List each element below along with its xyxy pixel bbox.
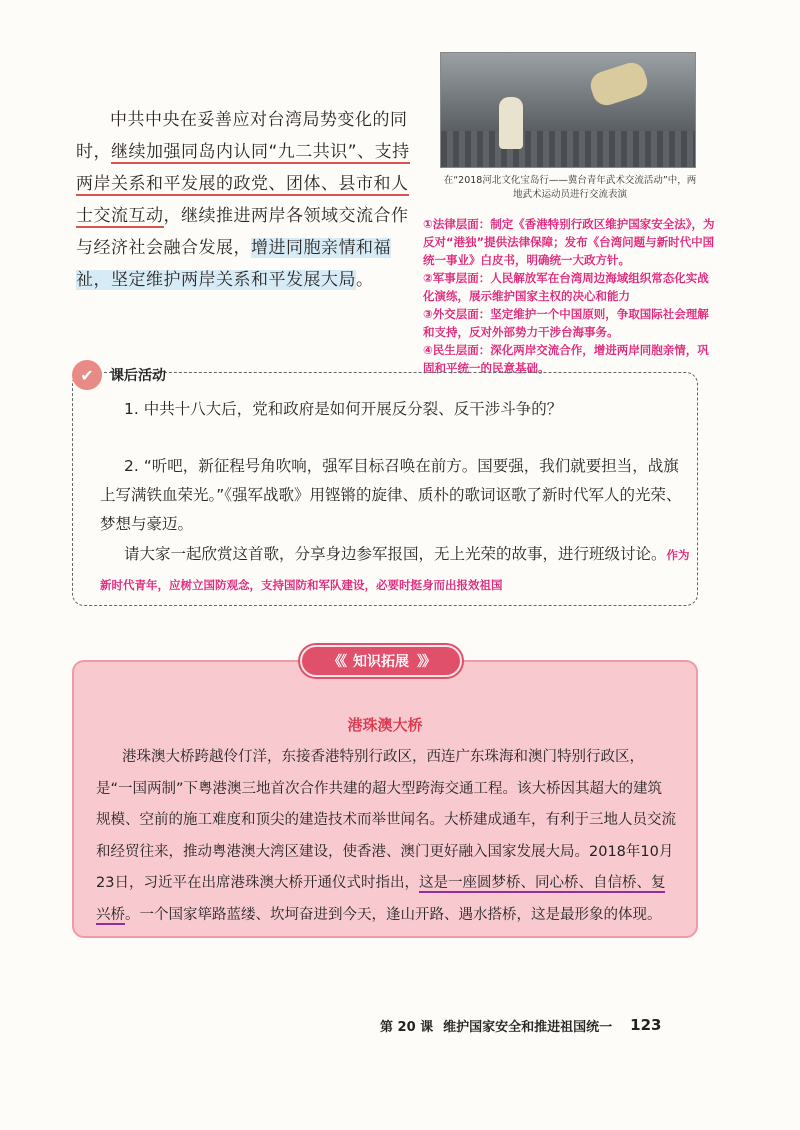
chevron-left-icon: 《《 xyxy=(328,654,345,670)
activity-question-2: 2. “听吧，新征程号角吹响，强军目标召唤在前方。国要强，我们就要担当，战旗上写满铁血荣光。”《强军战歌》用铿锵的旋律、质朴的歌词讴歌了新时代军人的光荣、梦想与豪迈。 xyxy=(100,457,682,533)
footer-lesson: 第 20 课 xyxy=(380,1020,434,1035)
photo-caption: 在“2018河北文化宝岛行——冀台青年武术交流活动”中，两地武术运动员进行交流表演 xyxy=(443,175,697,200)
handwritten-note xyxy=(423,215,715,377)
para-highlight: 增进同胞亲情和福祉，坚定维护两岸关系和平发展大局 xyxy=(76,238,391,290)
extension-text-2: 。一个国家筚路蓝缕、坎坷奋进到今天，逢山开路、遇水搭桥，这是最形象的体现。 xyxy=(125,906,662,923)
para-underline-2: 支持两岸关系和平发展的政党、团体、县市和人士交流互动 xyxy=(76,142,410,226)
page-footer xyxy=(380,1016,700,1035)
extension-text-1: 港珠澳大桥跨越伶仃洋，东接香港特别行政区，西连广东珠海和澳门特别行政区，是“一国两制”下粤港澳三地首次合作共建的超大型跨海交通工程。该大桥因其超大的建筑规模、空前的施工难度和顶尖的建造技术而举世闻名。大桥建成通车，有利于三地人员交流和经贸往来，推动粤港澳大湾区建设，使香港、澳门更好融入国家发展大局。2018年10月23日，习近平在出席港珠澳大桥开通仪式时指出， xyxy=(96,749,676,891)
activity-title: 课后活动 xyxy=(110,368,166,384)
note-line-4: ④民生层面：深化两岸交流合作，增进两岸同胞亲情，巩固和平统一的民意基础。 xyxy=(423,343,709,375)
check-icon: ✔ xyxy=(72,360,102,390)
extension-tag xyxy=(300,645,462,677)
martial-arts-photo xyxy=(440,52,696,168)
footer-title: 维护国家安全和推进祖国统一 xyxy=(443,1020,613,1035)
activity-question-3 xyxy=(100,540,700,600)
extension-heading: 港珠澳大桥 xyxy=(347,716,423,734)
para-text-2: ，继续推进两岸各领域交流合作与经济社会融合发展， xyxy=(76,206,409,258)
page-number: 123 xyxy=(630,1016,662,1034)
extension-underline: 这是一座圆梦桥、同心桥、自信桥、复兴桥 xyxy=(96,875,666,923)
note-line-2: ②军事层面：人民解放军在台湾周边海域组织常态化实战化演练，展示维护国家主权的决心和能力 xyxy=(423,271,709,303)
chevron-right-icon: 》》 xyxy=(417,654,434,670)
activity-question-1: 1. 中共十八大后，党和政府是如何开展反分裂、反干涉斗争的？ xyxy=(124,400,563,418)
note-line-3: ③外交层面：坚定维护一个中国原则，争取国际社会理解和支持，反对外部势力干涉台海事务。 xyxy=(423,307,709,339)
note-line-1: ①法律层面：制定《香港特别行政区维护国家安全法》，为反对“港独”提供法律保障；发布《台湾问题与新时代中国统一事业》白皮书，明确统一大政方针。 xyxy=(423,217,715,267)
activity-header xyxy=(72,360,166,390)
para-underline-1: 继续加强同岛内认同“九二共识”、 xyxy=(111,142,375,162)
para-end: 。 xyxy=(356,270,374,290)
extension-body xyxy=(96,742,676,931)
photo-figure-1 xyxy=(499,97,523,149)
photo-figure-2 xyxy=(587,59,651,109)
activity-answer: 作为新时代青年，应树立国防观念，支持国防和军队建设，必要时挺身而出报效祖国 xyxy=(100,548,690,592)
para-text-1: 中共中央在妥善应对台湾局势变化的同时， xyxy=(76,110,408,162)
activity-question-3-text: 请大家一起欣赏这首歌，分享身边参军报国，无上光荣的故事，进行班级讨论。 xyxy=(124,545,667,563)
main-paragraph xyxy=(76,104,412,296)
photo-bleachers xyxy=(441,131,695,168)
extension-tag-label: 知识拓展 xyxy=(353,654,409,670)
